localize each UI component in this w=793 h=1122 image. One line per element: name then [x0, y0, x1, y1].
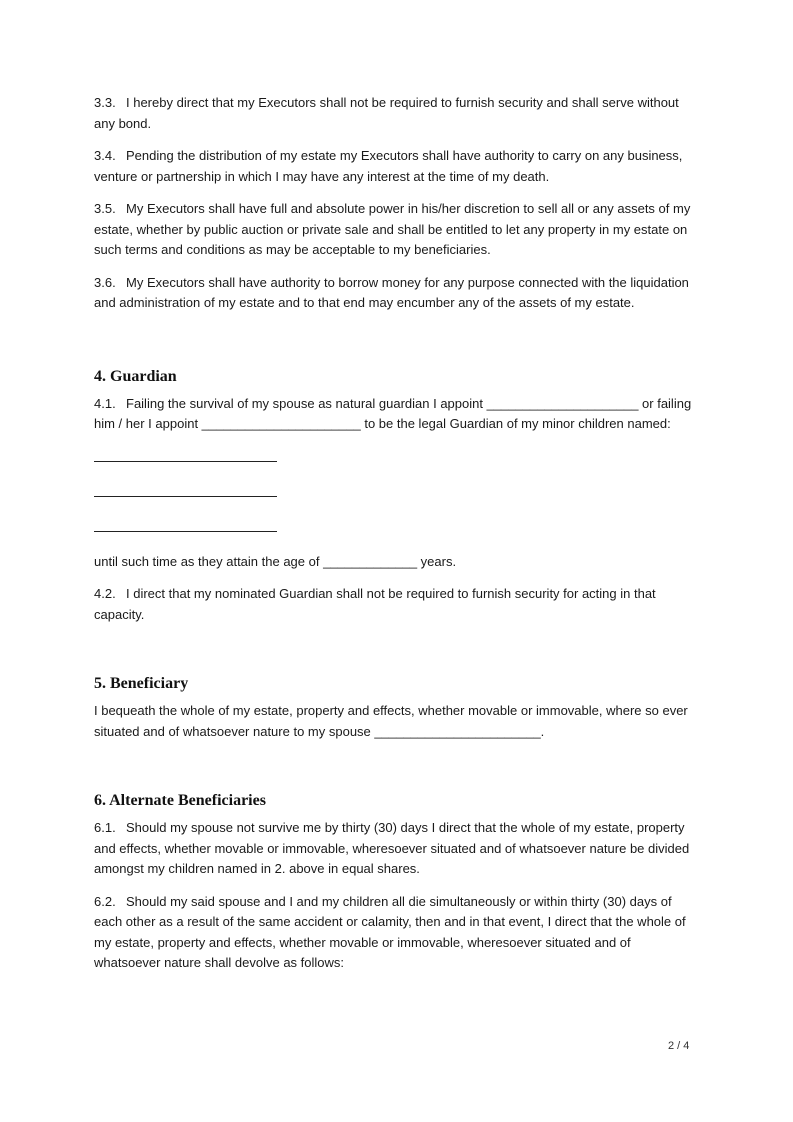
- clause-text: Failing the survival of my spouse as natural guardian I appoint _____________________ or failing him / her I appoint ______________________ to be the legal Guardian of my minor children named:: [94, 395, 692, 431]
- section-spacer: [94, 754, 699, 790]
- section-heading-alternate-beneficiaries: 6. Alternate Beneficiaries: [94, 792, 266, 809]
- clause-number: 6.1.: [94, 820, 116, 835]
- clause-4-2: [94, 584, 699, 625]
- clause-3-5: [94, 199, 699, 261]
- clause-3-6: [94, 273, 699, 314]
- section-spacer: [94, 326, 699, 366]
- clause-6-1: [94, 818, 699, 880]
- clause-text: Should my said spouse and I and my children all die simultaneously or within thirty (30) days of each other as a result of the same accident or calamity, then and in that event, I direct that the whole of my estate, property and effects, whether movable or immovable, wheresoever situated and of whatsoever nature shall devolve as follows:: [94, 893, 686, 970]
- clause-text: I direct that my nominated Guardian shall not be required to furnish security for acting in that capacity.: [94, 586, 656, 622]
- page-number: 2 / 4: [668, 1040, 690, 1052]
- child-name-line: [94, 517, 277, 532]
- child-name-line: [94, 447, 277, 462]
- beneficiary-text: I bequeath the whole of my estate, property and effects, whether movable or immovable, where so ever situated and of whatsoever nature to my spouse _______________________.: [94, 703, 688, 739]
- clause-number: 3.3.: [94, 95, 116, 110]
- until-age-text: until such time as they attain the age of _____________ years.: [94, 553, 457, 569]
- clause-6-2: [94, 892, 699, 974]
- section-spacer: [94, 637, 699, 673]
- clause-number: 3.5.: [94, 201, 116, 216]
- clause-3-4: [94, 146, 699, 187]
- clause-number: 4.1.: [94, 395, 116, 411]
- clause-text: Pending the distribution of my estate my Executors shall have authority to carry on any business, venture or partnership in which I may have any interest at the time of my death.: [94, 148, 683, 184]
- clause-number: 3.6.: [94, 274, 116, 290]
- clause-4-1: [94, 394, 699, 435]
- section-heading-guardian: 4. Guardian: [94, 367, 177, 385]
- clause-text: My Executors shall have authority to borrow money for any purpose connected with the liquidation and administration of my estate and to that end may encumber any of the assets of my estate.: [94, 274, 689, 310]
- clause-number: 4.2.: [94, 586, 116, 601]
- clause-3-3: [94, 93, 699, 134]
- clause-text: My Executors shall have full and absolute power in his/her discretion to sell all or any assets of my estate, whether by public auction or private sale and shall be entitled to let any property in my estate on such terms and conditions as may be acceptable to my beneficiaries.: [94, 201, 691, 257]
- clause-text: I hereby direct that my Executors shall not be required to furnish security and shall serve without any bond.: [94, 95, 679, 131]
- document-page: [94, 93, 699, 986]
- clause-text: Should my spouse not survive me by thirty (30) days I direct that the whole of my estate, property and effects, whether movable or immovable, wheresoever situated and of whatsoever nature be divided amongst my children named in 2. above in equal shares.: [94, 820, 690, 876]
- section-heading-beneficiary: 5. Beneficiary: [94, 675, 189, 692]
- children-name-lines: [94, 447, 699, 532]
- clause-number: 3.4.: [94, 148, 116, 163]
- clause-number: 6.2.: [94, 893, 116, 909]
- child-name-line: [94, 482, 277, 497]
